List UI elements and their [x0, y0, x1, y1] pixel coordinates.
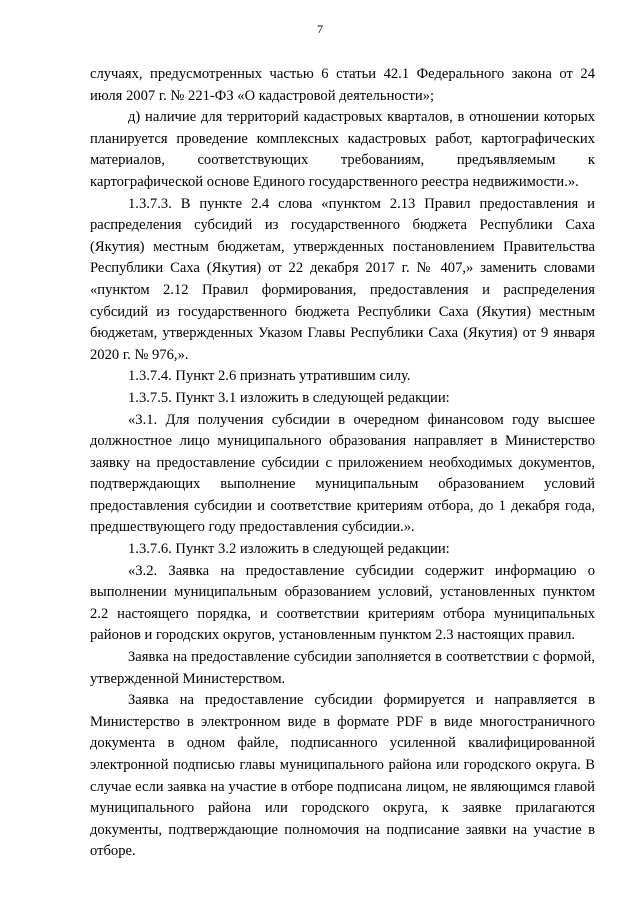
page-number: 7: [317, 22, 323, 36]
paragraph: Заявка на предоставление субсидии формируется и направляется в Министерство в электронном виде в формате PDF в виде многостраничного документа в одном файле, подписанного усиленной квалифицированной электронной подписью главы муниципального района или городского округа. В случае если заявка на участие в отборе подписана лицом, не являющимся главой муниципального района или городского округа, к заявке прилагаются документы, подтверждающие полномочия на подписание заявки на участие в отборе.: [90, 692, 595, 860]
paragraph: случаях, предусмотренных частью 6 статьи 42.1 Федерального закона от 24 июля 2007 г. № 221-ФЗ «О кадастровой деятельности»;: [90, 66, 595, 104]
paragraph: 1.3.7.3. В пункте 2.4 слова «пунктом 2.13 Правил предоставления и распределения субсидий из государственного бюджета Республики Саха (Якутия) местным бюджетам, утвержденных постановлением Правительства Республики Саха (Якутия) от 22 декабря 2017 г. № 407,» заменить словами «пунктом 2.12 Правил формирования, предоставления и распределения субсидий из государственного бюджета Республики Саха (Якутия) местным бюджетам, утвержденных Указом Главы Республики Саха (Якутия) от 9 января 2020 г. № 976,».: [90, 195, 595, 363]
paragraph: «3.1. Для получения субсидии в очередном финансовом году высшее должностное лицо муниципального образования направляет в Министерство заявку на предоставление субсидии с приложением необходимых документов, подтверждающих выполнение муниципальным образованием условий предоставления субсидии и соответствие критериям отбора, до 1 декабря года, предшествующего году предоставления субсидии.».: [90, 411, 595, 536]
paragraph: Заявка на предоставление субсидии заполняется в соответствии с формой, утвержденной Министерством.: [90, 649, 595, 687]
paragraph: 1.3.7.6. Пункт 3.2 изложить в следующей редакции:: [128, 541, 450, 558]
paragraph: д) наличие для территорий кадастровых кварталов, в отношении которых планируется проведение комплексных кадастровых работ, картографических материалов, соответствующих требованиям, предъявляемым к картографической основе Единого государственного реестра недвижимости.».: [90, 109, 595, 190]
paragraph: «3.2. Заявка на предоставление субсидии содержит информацию о выполнении муниципальным образованием условий, установленных пунктом 2.2 настоящего порядка, и соответствии критериям отбора муниципальных районов и городских округов, установленным пунктом 2.3 настоящих правил.: [90, 562, 595, 644]
paragraph: 1.3.7.4. Пункт 2.6 признать утратившим силу.: [128, 368, 411, 385]
paragraph: 1.3.7.5. Пункт 3.1 изложить в следующей редакции:: [128, 389, 450, 406]
document-body: [90, 64, 595, 863]
